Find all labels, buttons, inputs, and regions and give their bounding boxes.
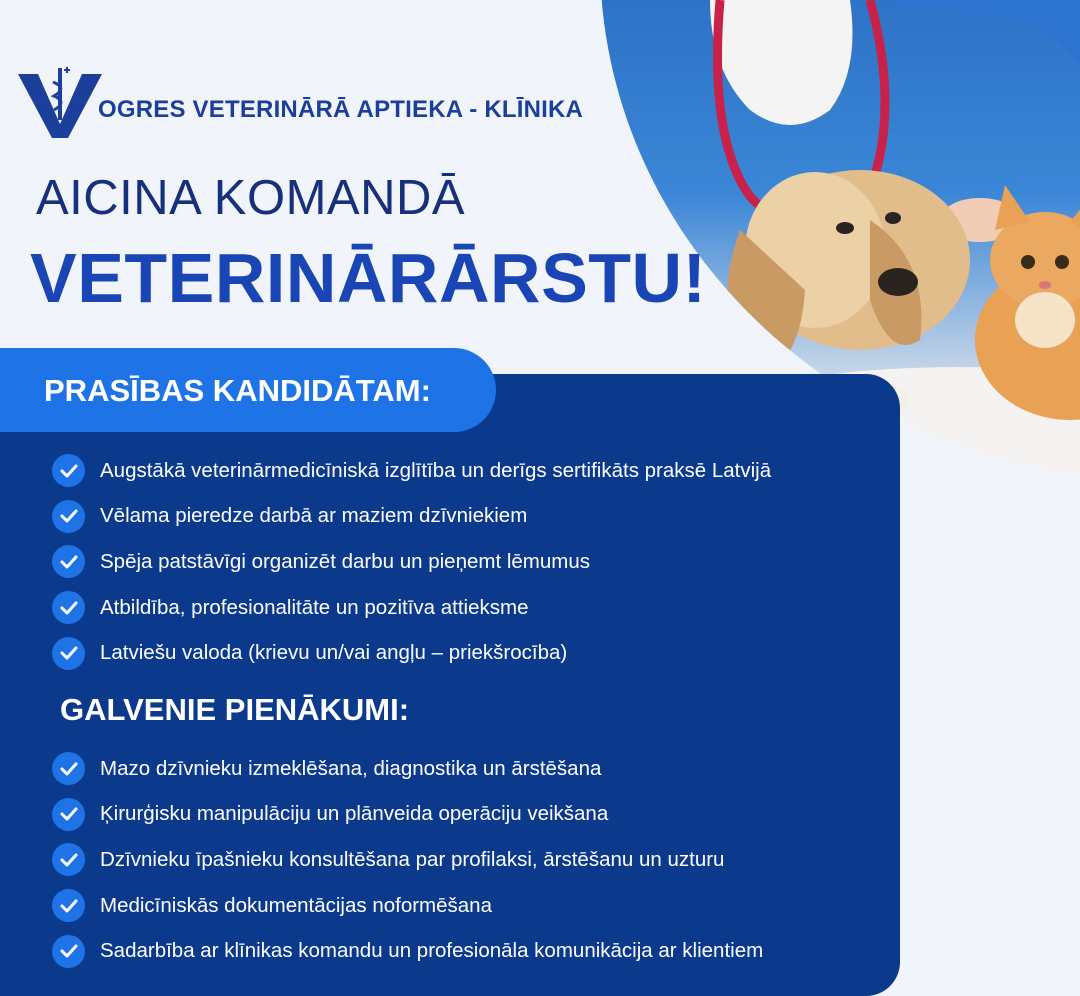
list-item xyxy=(52,792,763,838)
list-item-text: Medicīniskās dokumentācijas noformēšana xyxy=(100,893,492,917)
list-item xyxy=(52,883,763,929)
list-item-text: Ķirurģisku manipulāciju un plānveida operāciju veikšana xyxy=(100,802,609,826)
list-item-text: Atbildība, profesionalitāte un pozitīva attieksme xyxy=(100,595,529,619)
list-item-text: Dzīvnieku īpašnieku konsultēšana par profilaksi, ārstēšanu un uzturu xyxy=(100,847,725,871)
check-circle-icon xyxy=(52,637,85,670)
list-item xyxy=(52,494,771,540)
list-item-text: Spēja patstāvīgi organizēt darbu un pieņemt lēmumus xyxy=(100,549,591,573)
list-item-text: Sadarbība ar klīnikas komandu un profesionāla komunikācija ar klientiem xyxy=(100,939,764,963)
list-item-text: Vēlama pieredze darbā ar maziem dzīvniekiem xyxy=(100,504,528,528)
list-item xyxy=(52,539,771,585)
check-circle-icon xyxy=(52,752,85,785)
list-item xyxy=(52,585,771,631)
check-circle-icon xyxy=(52,935,85,968)
check-circle-icon xyxy=(52,798,85,831)
check-circle-icon xyxy=(52,843,85,876)
check-circle-icon xyxy=(52,889,85,922)
list-item xyxy=(52,630,771,676)
check-circle-icon xyxy=(52,454,85,487)
list-item-text: Augstākā veterinārmedicīniskā izglītība un derīgs sertifikāts praksē Latvijā xyxy=(100,458,772,482)
caduceus-v-logo-icon xyxy=(18,66,106,140)
requirements-list xyxy=(52,448,771,676)
list-item xyxy=(52,928,763,974)
list-item xyxy=(52,448,771,494)
headline-line1: AICINA KOMANDĀ xyxy=(36,171,466,225)
list-item-text: Latviešu valoda (krievu un/vai angļu – priekšrocība) xyxy=(100,641,568,665)
requirements-title: PRASĪBAS KANDIDĀTAM: xyxy=(44,373,431,408)
list-item-text: Mazo dzīvnieku izmeklēšana, diagnostika un ārstēšana xyxy=(100,756,602,780)
check-circle-icon xyxy=(52,500,85,533)
brand-logo xyxy=(18,66,618,146)
brand-name: OGRES VETERINĀRĀ APTIEKA - KLĪNIKA xyxy=(98,96,584,123)
headline-line2: VETERINĀRĀRSTU! xyxy=(30,239,707,317)
check-circle-icon xyxy=(52,545,85,578)
check-circle-icon xyxy=(52,591,85,624)
list-item xyxy=(52,837,763,883)
list-item xyxy=(52,746,763,792)
duties-title: GALVENIE PIENĀKUMI: xyxy=(60,692,410,727)
duties-list xyxy=(52,746,763,974)
